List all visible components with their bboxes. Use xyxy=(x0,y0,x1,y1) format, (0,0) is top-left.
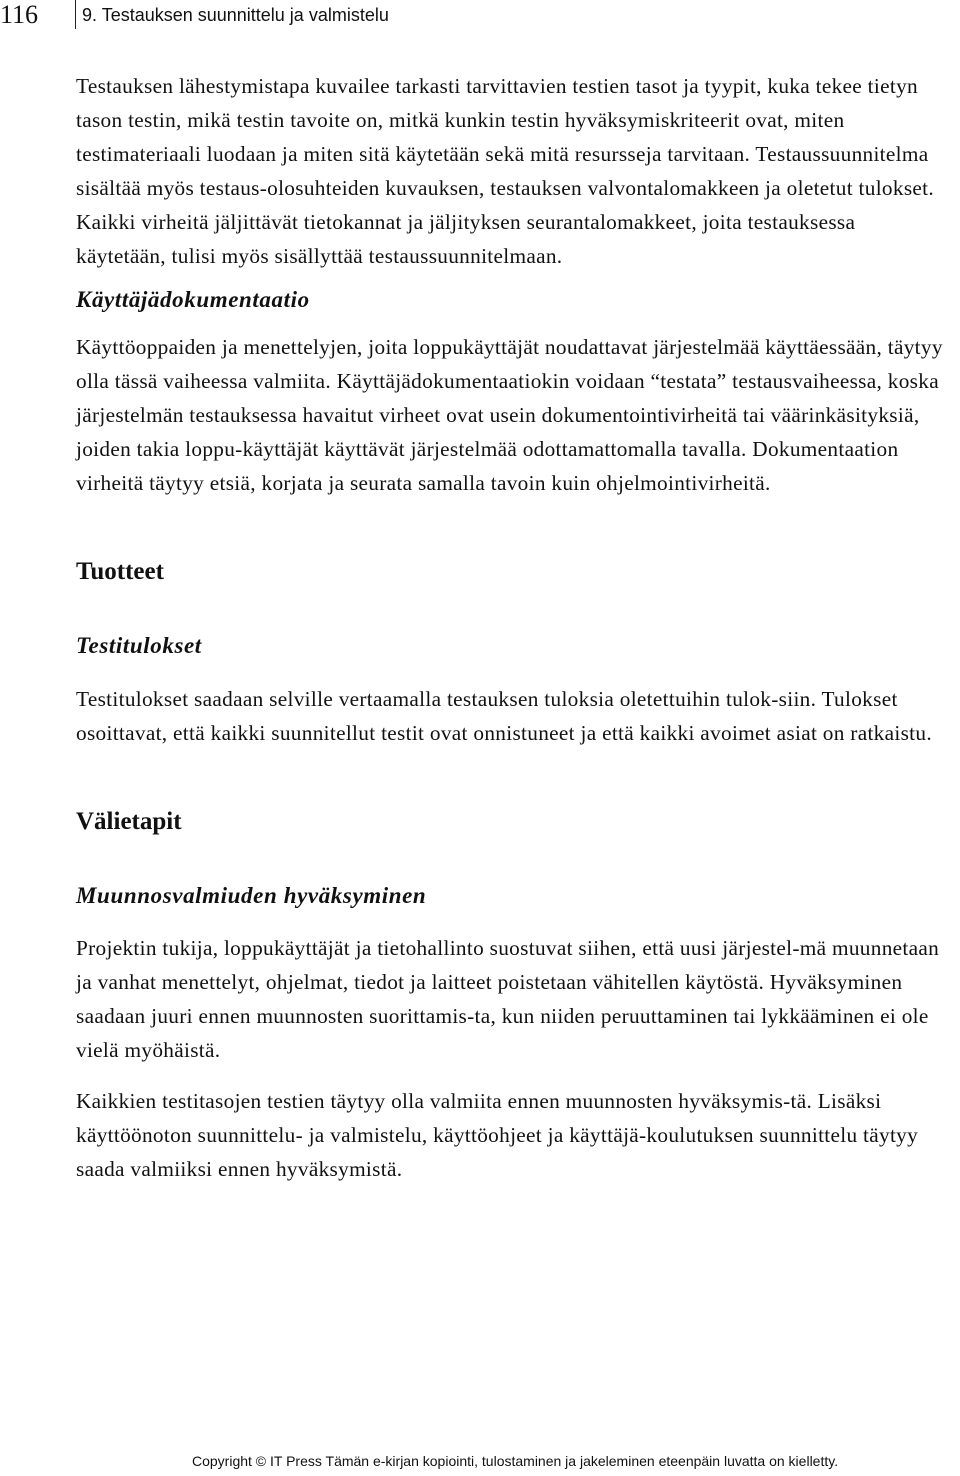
conversion-paragraph-2: Kaikkien testitasojen testien täytyy olla valmiita ennen muunnosten hyväksymis-tä. Lisäksi käyttöönoton suunnittelu- ja valmistelu, käyttöohjeet ja käyttäjä-koulutuksen suunnittelu täytyy saada valmiiksi ennen hyväksymistä. xyxy=(76,1089,919,1181)
copyright-footer: Copyright © IT Press Tämän e-kirjan kopiointi, tulostaminen ja jakeleminen eteenpäin luvatta on kielletty. xyxy=(192,1453,839,1469)
test-results-paragraph: Testitulokset saadaan selville vertaamalla testauksen tuloksia oletettuihin tulok-siin. Tulokset osoittavat, että kaikki suunnitellut testit ovat onnistuneet ja että kaikki avoimet asiat on ratkaistu. xyxy=(76,687,932,745)
products-heading: Tuotteet xyxy=(76,558,164,585)
test-results-heading: Testitulokset xyxy=(76,633,202,658)
header-divider xyxy=(75,0,76,29)
user-docs-paragraph: Käyttöoppaiden ja menettelyjen, joita loppukäyttäjät noudattavat järjestelmää käyttäessään, täytyy olla tässä vaiheessa valmiita. Käyttäjädokumentaatiokin voidaan “testata” testausvaiheessa, koska järjestelmän testauksessa havaitut virheet ovat usein dokumentointivirheitä tai väärinkäsityksiä, joiden takia loppu-käyttäjät käyttävät järjestelmää odottamattomalla tavalla. Dokumentaation virheitä täytyy etsiä, korjata ja seurata samalla tavoin kuin ohjelmointivirheitä. xyxy=(76,335,943,495)
conversion-heading: Muunnosvalmiuden hyväksyminen xyxy=(76,883,427,908)
conversion-paragraph-1: Projektin tukija, loppukäyttäjät ja tietohallinto suostuvat siihen, että uusi järjestel-mä muunnetaan ja vanhat menettelyt, ohjelmat, tiedot ja laitteet poistetaan vähitellen käytöstä. Hyväksyminen saadaan juuri ennen muunnosten suorittamis-ta, kun niiden peruuttaminen tai lykkääminen ei ole vielä myöhäistä. xyxy=(76,936,940,1062)
milestones-heading: Välietapit xyxy=(76,808,182,835)
page-number: 116 xyxy=(0,0,39,29)
page-header xyxy=(0,0,960,30)
intro-paragraph: Testauksen lähestymistapa kuvailee tarkasti tarvittavien testien tasot ja tyypit, kuka tekee tietyn tason testin, mikä testin tavoite on, mitkä kunkin testin hyväksymiskriteerit ovat, miten testimateriaali luodaan ja miten sitä käytetään sekä mitä resursseja tarvitaan. Testaussuunnitelma sisältää myös testaus-olosuhteiden kuvauksen, testauksen valvontalomakkeen ja oletetut tulokset. Kaikki virheitä jäljittävät tietokannat ja jäljityksen seurantalomakkeet, joita testauksessa käytetään, tulisi myös sisällyttää testaussuunnitelmaan. xyxy=(76,74,935,268)
chapter-title: 9. Testauksen suunnittelu ja valmistelu xyxy=(82,5,389,25)
page-content xyxy=(76,69,944,1186)
user-docs-heading: Käyttäjädokumentaatio xyxy=(76,287,310,312)
